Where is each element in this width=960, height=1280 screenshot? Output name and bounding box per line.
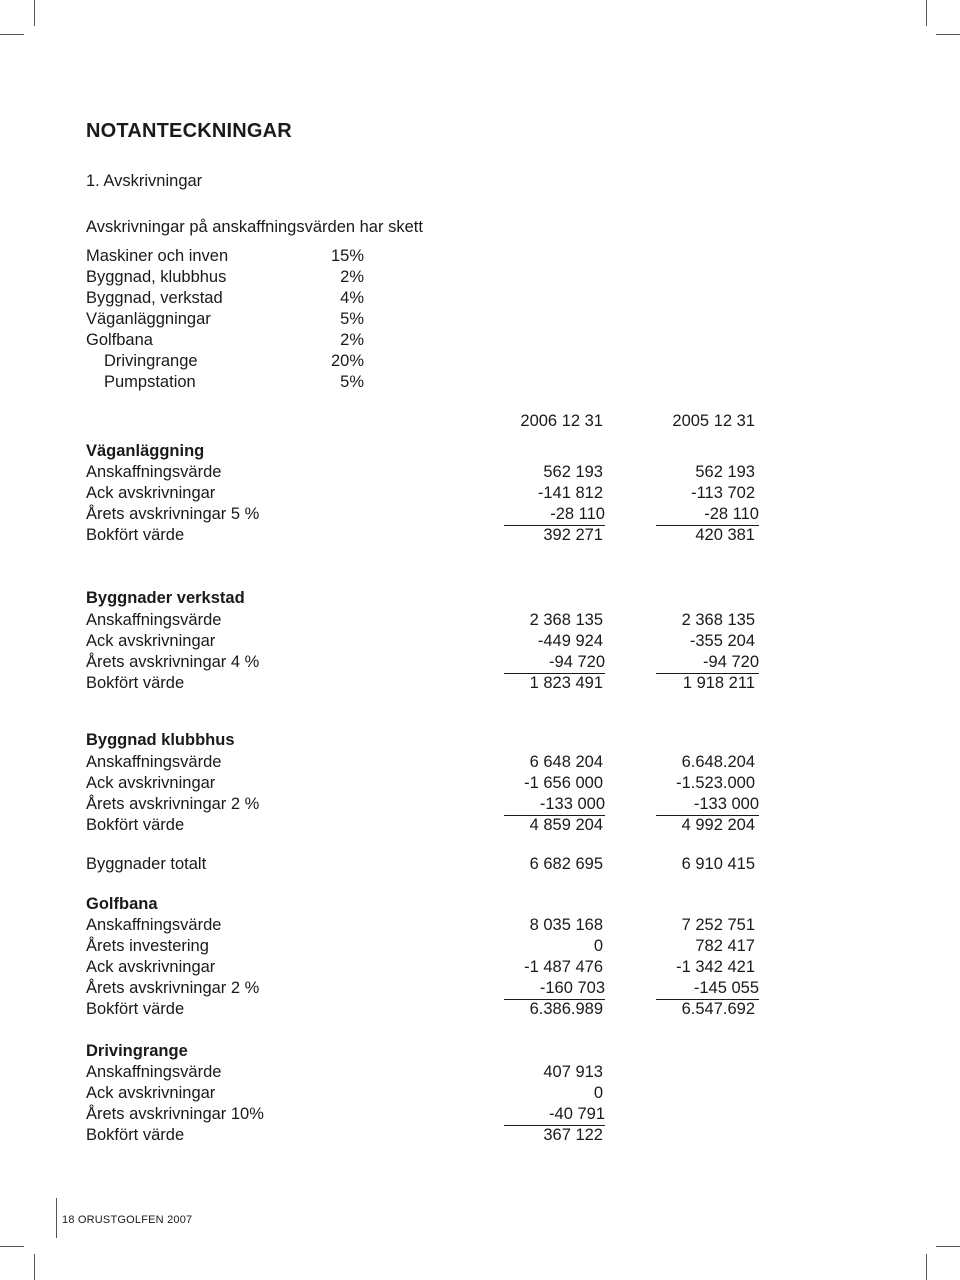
value-2005: 6 910 415 xyxy=(681,855,755,873)
row-label: Anskaffningsvärde xyxy=(86,1063,222,1081)
row-label: Årets avskrivningar 10% xyxy=(86,1105,264,1123)
crop-mark xyxy=(34,1254,35,1280)
value-2006: 8 035 168 xyxy=(529,916,603,934)
value-2006: 6.386.989 xyxy=(529,1000,603,1018)
row-label: Ack avskrivningar xyxy=(86,1084,216,1102)
value-2005: 7 252 751 xyxy=(681,916,755,934)
rate-label: Golfbana xyxy=(86,331,153,349)
section-title-row xyxy=(86,1041,766,1062)
value-2006: 6 648 204 xyxy=(529,753,603,771)
section-title-row xyxy=(86,894,766,915)
crop-mark xyxy=(936,34,960,35)
value-2006: -1 656 000 xyxy=(524,774,603,792)
table-row xyxy=(86,978,766,999)
year-header-2005: 2005 12 31 xyxy=(672,412,755,430)
row-label: Ack avskrivningar xyxy=(86,958,216,976)
value-2006: 367 122 xyxy=(543,1126,603,1144)
crop-mark xyxy=(926,0,927,26)
value-2006: 392 271 xyxy=(543,526,603,544)
value-2006: 6 682 695 xyxy=(529,855,603,873)
rate-label: Pumpstation xyxy=(104,373,196,391)
value-2005: -355 204 xyxy=(689,632,755,650)
value-2006: 4 859 204 xyxy=(529,816,603,834)
row-label: Anskaffningsvärde xyxy=(86,611,222,629)
table-row xyxy=(86,652,766,673)
row-label: Bokfört värde xyxy=(86,526,185,544)
value-2005: 4 992 204 xyxy=(681,816,755,834)
rate-percent: 5% xyxy=(340,310,364,328)
crop-mark xyxy=(936,1246,960,1247)
row-label: Årets avskrivningar 2 % xyxy=(86,795,260,813)
value-2006: -141 812 xyxy=(537,484,603,502)
crop-mark xyxy=(926,1254,927,1280)
table-row xyxy=(86,462,766,483)
value-2005: -113 702 xyxy=(691,484,755,502)
rate-percent: 2% xyxy=(340,331,364,349)
rate-label: Drivingrange xyxy=(104,352,198,370)
rate-row xyxy=(86,372,366,393)
rate-label: Byggnad, klubbhus xyxy=(86,268,227,286)
rate-row xyxy=(86,288,366,309)
table-row xyxy=(86,854,766,875)
row-label: Bokfört värde xyxy=(86,674,185,692)
table-row xyxy=(86,752,766,773)
rate-label: Byggnad, verkstad xyxy=(86,289,223,307)
table-row xyxy=(86,773,766,794)
row-label: Årets avskrivningar 5 % xyxy=(86,505,260,523)
value-2006: 562 193 xyxy=(543,463,603,481)
rate-percent: 4% xyxy=(340,289,364,307)
footer-text: 18 ORUSTGOLFEN 2007 xyxy=(62,1214,193,1226)
value-2005: -94 720 xyxy=(656,652,759,674)
table-row xyxy=(86,957,766,978)
table-row xyxy=(86,631,766,652)
table-row xyxy=(86,504,766,525)
value-2006: 0 xyxy=(593,937,603,955)
crop-mark xyxy=(0,1246,24,1247)
value-2005: 1 918 211 xyxy=(682,674,755,692)
value-2005: 6.648.204 xyxy=(681,753,755,771)
table-row xyxy=(86,915,766,936)
rate-percent: 2% xyxy=(340,268,364,286)
value-2006: -1 487 476 xyxy=(524,958,603,976)
intro-text: Avskrivningar på anskaffningsvärden har skett xyxy=(86,218,423,236)
value-2005: 2 368 135 xyxy=(681,611,755,629)
value-2006: -160 703 xyxy=(504,978,605,1000)
section-heading: 1. Avskrivningar xyxy=(86,172,203,190)
row-label: Ack avskrivningar xyxy=(86,484,216,502)
value-2006: 2 368 135 xyxy=(529,611,603,629)
row-label: Årets avskrivningar 2 % xyxy=(86,979,260,997)
row-label: Bokfört värde xyxy=(86,816,185,834)
table-row xyxy=(86,1104,766,1125)
table-row xyxy=(86,525,766,546)
rate-label: Väganläggningar xyxy=(86,310,211,328)
table-row xyxy=(86,794,766,815)
section-title-row xyxy=(86,730,766,751)
row-label: Anskaffningsvärde xyxy=(86,916,222,934)
page-title: NOTANTECKNINGAR xyxy=(86,120,292,142)
section-title: Drivingrange xyxy=(86,1042,188,1060)
section-title-row xyxy=(86,588,766,609)
table-row xyxy=(86,1062,766,1083)
value-2006: 0 xyxy=(593,1084,603,1102)
rate-row xyxy=(86,330,366,351)
row-label: Bokfört värde xyxy=(86,1126,185,1144)
table-row xyxy=(86,673,766,694)
value-2006: 407 913 xyxy=(543,1063,603,1081)
row-label: Årets investering xyxy=(86,937,209,955)
section-title: Byggnader verkstad xyxy=(86,589,245,607)
section-title-row xyxy=(86,441,766,462)
table-row xyxy=(86,936,766,957)
footer-line xyxy=(56,1198,57,1238)
row-label: Ack avskrivningar xyxy=(86,774,216,792)
value-2005: -1.523.000 xyxy=(676,774,755,792)
value-2005: -133 000 xyxy=(656,794,759,816)
table-row xyxy=(86,1125,766,1146)
value-2006: 1 823 491 xyxy=(529,674,603,692)
section-title: Väganläggning xyxy=(86,442,205,460)
value-2005: 782 417 xyxy=(695,937,755,955)
row-label: Anskaffningsvärde xyxy=(86,753,222,771)
value-2006: -94 720 xyxy=(504,652,605,674)
rate-row xyxy=(86,267,366,288)
rate-row xyxy=(86,246,366,267)
value-2005: 562 193 xyxy=(695,463,755,481)
value-2005: -28 110 xyxy=(656,504,759,526)
row-label: Årets avskrivningar 4 % xyxy=(86,653,260,671)
value-2005: -145 055 xyxy=(656,978,759,1000)
rate-percent: 5% xyxy=(340,373,364,391)
rate-percent: 20% xyxy=(330,352,364,370)
rate-row xyxy=(86,309,366,330)
row-label: Anskaffningsvärde xyxy=(86,463,222,481)
year-header-2006: 2006 12 31 xyxy=(520,412,603,430)
value-2005: 6.547.692 xyxy=(681,1000,755,1018)
value-2006: -40 791 xyxy=(504,1104,605,1126)
row-label: Ack avskrivningar xyxy=(86,632,216,650)
rate-row xyxy=(86,351,366,372)
section-title: Byggnad klubbhus xyxy=(86,731,235,749)
table-row xyxy=(86,483,766,504)
rate-percent: 15% xyxy=(330,247,364,265)
rate-label: Maskiner och inven xyxy=(86,247,229,265)
value-2006: -28 110 xyxy=(504,504,605,526)
row-label: Bokfört värde xyxy=(86,1000,185,1018)
table-row xyxy=(86,1083,766,1104)
value-2005: -1 342 421 xyxy=(676,958,755,976)
value-2006: -449 924 xyxy=(537,632,603,650)
crop-mark xyxy=(0,34,24,35)
table-row xyxy=(86,610,766,631)
depreciation-rates xyxy=(86,246,366,393)
value-2006: -133 000 xyxy=(504,794,605,816)
value-2005: 420 381 xyxy=(695,526,755,544)
table-row xyxy=(86,999,766,1020)
table-row xyxy=(86,815,766,836)
crop-mark xyxy=(34,0,35,26)
row-label: Byggnader totalt xyxy=(86,855,207,873)
section-title: Golfbana xyxy=(86,895,158,913)
